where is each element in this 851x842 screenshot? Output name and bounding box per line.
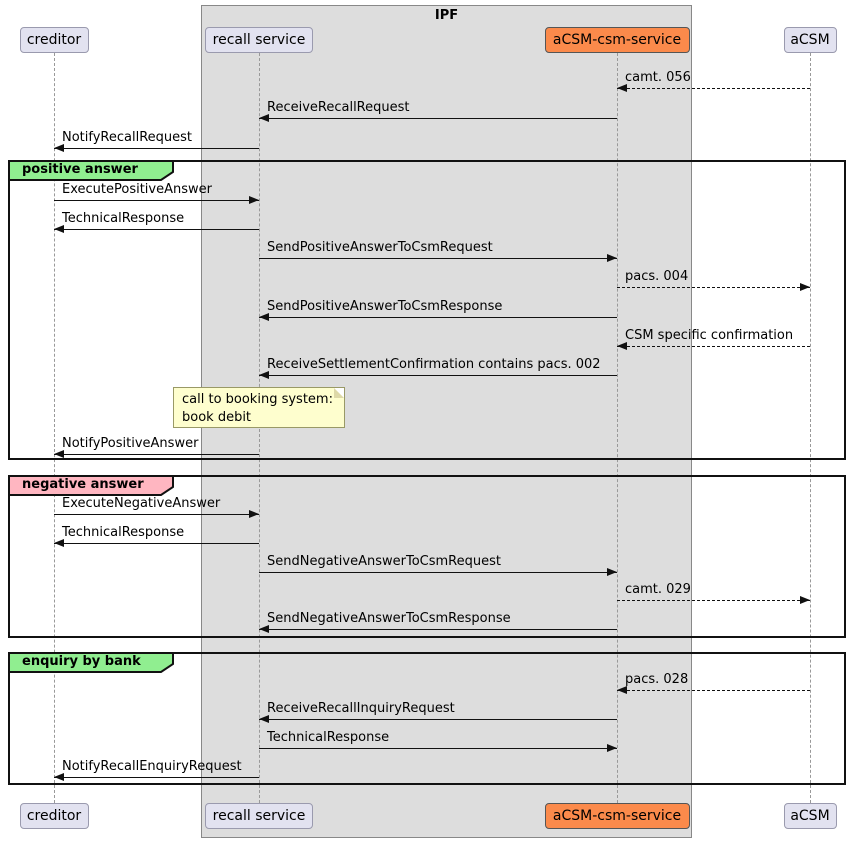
message-arrowhead-3 — [249, 196, 259, 204]
message-line-17 — [259, 719, 617, 720]
note-line-2: book debit — [182, 409, 252, 425]
message-arrowhead-2 — [54, 144, 64, 152]
message-label-7: SendPositiveAnswerToCsmResponse — [267, 299, 503, 314]
message-arrowhead-9 — [259, 371, 269, 379]
message-line-13 — [259, 572, 617, 573]
message-arrowhead-11 — [249, 510, 259, 518]
message-label-10: NotifyPositiveAnswer — [62, 436, 199, 451]
participant-creditor-top: creditor — [20, 27, 89, 53]
message-label-12: TechnicalResponse — [62, 525, 185, 540]
message-label-8: CSM specific confirmation — [625, 328, 794, 343]
message-arrowhead-18 — [607, 744, 617, 752]
message-line-8 — [617, 346, 810, 347]
message-label-13: SendNegativeAnswerToCsmRequest — [267, 554, 501, 569]
message-label-11: ExecuteNegativeAnswer — [62, 496, 221, 511]
message-arrowhead-0 — [617, 84, 627, 92]
message-line-0 — [617, 88, 810, 89]
participant-acsmsvc-bottom: aCSM-csm-service — [545, 803, 690, 829]
message-label-1: ReceiveRecallRequest — [267, 100, 410, 115]
group-label: negative answer — [22, 477, 144, 492]
note-line-1: call to booking system: — [182, 392, 333, 407]
message-line-7 — [259, 317, 617, 318]
message-line-6 — [617, 287, 810, 288]
message-line-12 — [54, 543, 259, 544]
message-label-19: NotifyRecallEnquiryRequest — [62, 759, 242, 774]
message-arrowhead-16 — [617, 686, 627, 694]
message-arrowhead-7 — [259, 313, 269, 321]
message-label-16: pacs. 028 — [625, 672, 689, 687]
message-line-1 — [259, 118, 617, 119]
booking-note — [173, 387, 345, 428]
group-tab-0 — [8, 160, 174, 181]
message-arrowhead-6 — [800, 283, 810, 291]
message-label-9: ReceiveSettlementConfirmation contains pacs. 002 — [267, 357, 601, 372]
note-fold-edge-icon — [334, 388, 344, 398]
participant-recall-bottom: recall service — [205, 803, 313, 829]
message-line-5 — [259, 258, 617, 259]
message-label-17: ReceiveRecallInquiryRequest — [267, 701, 455, 716]
message-line-3 — [54, 200, 259, 201]
message-line-11 — [54, 514, 259, 515]
message-line-9 — [259, 375, 617, 376]
message-label-6: pacs. 004 — [625, 269, 689, 284]
ipf-frame-title: IPF — [434, 8, 459, 23]
message-label-2: NotifyRecallRequest — [62, 130, 193, 145]
message-line-14 — [617, 600, 810, 601]
message-arrowhead-8 — [617, 342, 627, 350]
message-arrowhead-4 — [54, 225, 64, 233]
message-arrowhead-5 — [607, 254, 617, 262]
message-line-18 — [259, 748, 617, 749]
message-arrowhead-1 — [259, 114, 269, 122]
message-line-4 — [54, 229, 259, 230]
participant-creditor-bottom: creditor — [20, 803, 89, 829]
message-label-4: TechnicalResponse — [62, 211, 185, 226]
message-arrowhead-10 — [54, 450, 64, 458]
message-line-16 — [617, 690, 810, 691]
participant-acsm-top: aCSM — [784, 27, 837, 53]
message-arrowhead-14 — [800, 596, 810, 604]
participant-acsmsvc-top: aCSM-csm-service — [545, 27, 690, 53]
message-line-15 — [259, 629, 617, 630]
message-arrowhead-19 — [54, 773, 64, 781]
message-label-18: TechnicalResponse — [267, 730, 390, 745]
message-label-14: camt. 029 — [625, 582, 691, 597]
message-arrowhead-12 — [54, 539, 64, 547]
message-line-10 — [54, 454, 259, 455]
participant-acsm-bottom: aCSM — [784, 803, 837, 829]
message-line-2 — [54, 148, 259, 149]
participant-recall-top: recall service — [205, 27, 313, 53]
group-label: enquiry by bank — [22, 654, 141, 669]
message-arrowhead-13 — [607, 568, 617, 576]
message-label-5: SendPositiveAnswerToCsmRequest — [267, 240, 493, 255]
message-arrowhead-17 — [259, 715, 269, 723]
message-line-19 — [54, 777, 259, 778]
message-label-3: ExecutePositiveAnswer — [62, 182, 212, 197]
message-label-0: camt. 056 — [625, 70, 691, 85]
message-arrowhead-15 — [259, 625, 269, 633]
message-label-15: SendNegativeAnswerToCsmResponse — [267, 611, 511, 626]
group-tab-1 — [8, 475, 174, 496]
group-label: positive answer — [22, 162, 138, 177]
group-tab-2 — [8, 652, 174, 673]
